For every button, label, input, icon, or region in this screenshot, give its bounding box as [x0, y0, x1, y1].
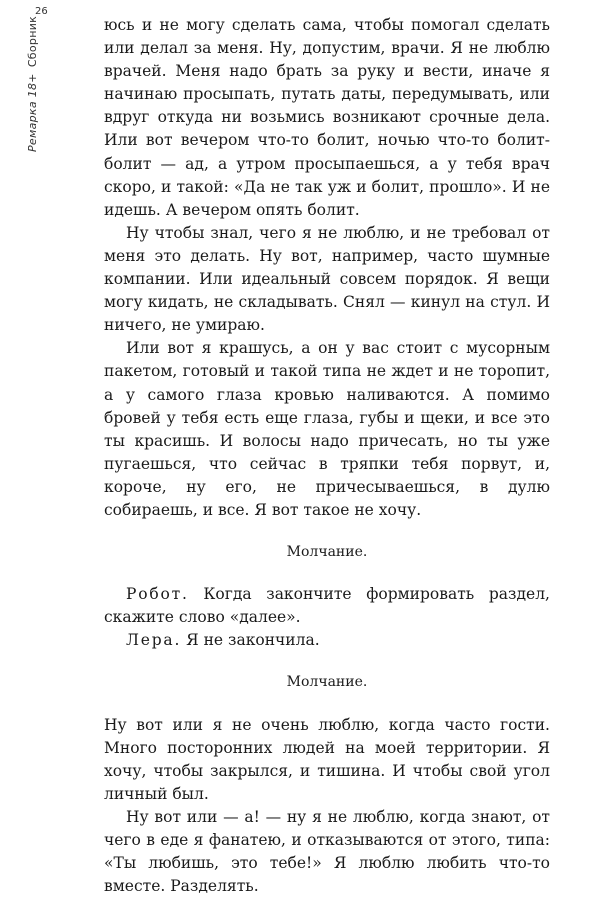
paragraph: юсь и не могу сделать сама, чтобы помогал сделать или делал за меня. Ну, допустим, врачи. Я не люблю врачей. Меня надо брать за руку и вести, иначе я начинаю просыпать, путать даты, передумывать, или вдруг откуда ни возьмись возникают срочные дела. Или вот вечером что-то болит, ночью что-то болит-болит — ад, а утром просыпаешься, а у тебя врач скоро, и такой: «Да не так уж и болит, прошло». И не идешь. А вечером опять болит. [104, 16, 550, 219]
speech: Я не закончила. [186, 631, 320, 650]
page-number: 26 [35, 6, 48, 17]
series-name: Ремарка 18+ [26, 73, 39, 152]
speech: Когда закончите формировать раздел, скажите слово «далее». [104, 585, 550, 627]
body-text [104, 14, 550, 898]
speaker-name: Робот. [126, 585, 189, 604]
stage-direction: Молчание. [286, 674, 368, 691]
paragraph: Ну вот или я не очень люблю, когда часто гости. Много посторонних людей на моей территории. Я хочу, чтобы закрылся, и тишина. И чтобы свой угол личный был. [104, 715, 550, 803]
paragraph: Ну вот или — а! — ну я не люблю, когда знают, от чего в еде я фанатею, и отказываются от этого, типа: «Ты любишь, это тебе!» Я люблю любить что-то вместе. Разделять. [104, 807, 550, 896]
dialogue-line [104, 629, 550, 652]
book-title: Сборник [26, 15, 39, 68]
speaker-name: Лера. [126, 631, 182, 650]
paragraph: Ну чтобы знал, чего я не люблю, и не требовал от меня это делать. Ну вот, например, часто шумные компании. Или идеальный совсем порядок. Я вещи могу кидать, не складывать. Снял — кинул на стул. И ничего, не умираю. [104, 223, 550, 335]
paragraph: Или вот я крашусь, а он у вас стоит с мусорным пакетом, готовый и такой типа не ждет и не торопит, а у самого глаза кровью наливаются. А помимо бровей у тебя есть еще глаза, губы и щеки, и все это ты красишь. И волосы надо причесать, но ты уже пугаешься, что сейчас в тряпки тебя порвут, и, короче, ну его, не причесываешься, в дулю собираешь, и все. Я вот такое не хочу. [104, 339, 550, 519]
dialogue-line [104, 583, 550, 629]
stage-direction: Молчание. [286, 544, 368, 561]
running-head [26, 16, 39, 152]
